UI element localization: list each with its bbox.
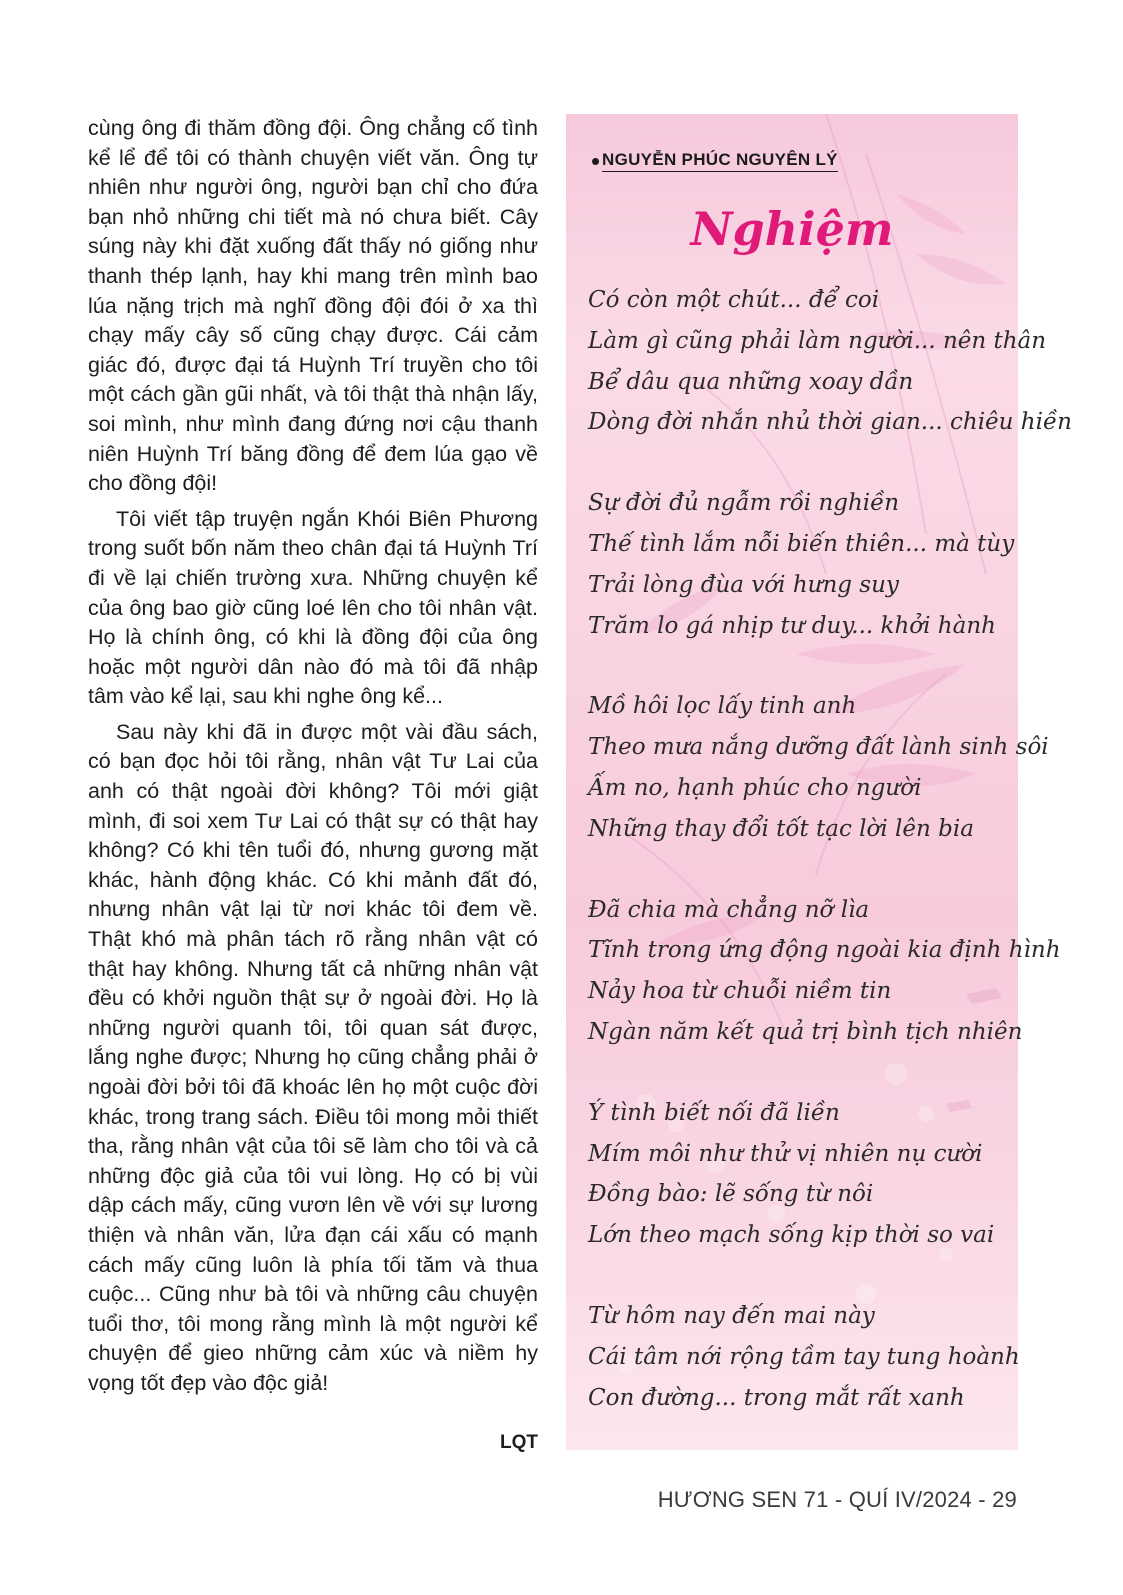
verse-line: Trăm lo gá nhịp tư duy... khởi hành	[588, 612, 996, 639]
verse-line: Cái tâm nới rộng tầm tay tung hoành	[588, 1343, 1020, 1370]
verse-line: Lớn theo mạch sống kịp thời so vai	[588, 1222, 995, 1249]
verse-line: Theo mưa nắng dưỡng đất lành sinh sôi	[588, 734, 1049, 761]
verse-line: Nảy hoa từ chuỗi niềm tin	[588, 978, 892, 1005]
stanza	[588, 890, 1061, 1053]
verse-line: Mồ hôi lọc lấy tinh anh	[588, 693, 857, 720]
verse-line: Từ hôm nay đến mai này	[588, 1302, 875, 1329]
paragraph: Tôi viết tập truyện ngắn Khói Biên Phương trong suốt bốn năm theo chân đại tá Huỳnh Trí đi về lại chiến trường xưa. Những chuyện kể của ông bao giờ cũng loé lên cho tôi nhân vật. Họ là chính ông, có khi là đồng đội của ông hoặc một người dân nào đó mà tôi đã nhập tâm vào kể lại, sau khi nghe ông kể...	[88, 506, 538, 709]
poem-panel	[566, 114, 1072, 1450]
verse-line: Thế tình lắm nỗi biến thiên... mà tùy	[588, 530, 1015, 557]
page-footer: HƯƠNG SEN 71 - QUÍ IV/2024 - 29	[657, 1487, 1017, 1512]
verse-line: Ý tình biết nối đã liền	[588, 1099, 840, 1126]
verse-line: Ấm no, hạnh phúc cho người	[588, 774, 922, 801]
poem-stanzas	[588, 280, 1072, 1458]
verse-line: Đã chia mà chẳng nỡ lìa	[588, 896, 870, 923]
verse-line: Bể dâu qua những xoay dần	[588, 368, 914, 395]
stanza	[588, 686, 1049, 849]
verse-line: Ngàn năm kết quả trị bình tịch nhiên	[588, 1018, 1023, 1045]
stanza	[588, 280, 1072, 443]
verse-line: Dòng đời nhắn nhủ thời gian... chiêu hiền	[588, 409, 1072, 436]
verse-line: Sự đời đủ ngẫm rồi nghiền	[588, 490, 900, 517]
verse-line: Trải lòng đùa với hưng suy	[588, 571, 899, 598]
poem-author	[592, 150, 838, 172]
verse-line: Làm gì cũng phải làm người... nên thân	[588, 327, 1047, 354]
poem-title: Nghiệm	[690, 202, 894, 256]
author-signature: LQT	[500, 1432, 538, 1453]
stanza	[588, 483, 1015, 646]
verse-line: Tĩnh trong ứng động ngoài kia định hình	[588, 937, 1061, 964]
bullet-icon	[592, 158, 599, 165]
verse-line: Đồng bào: lẽ sống từ nôi	[588, 1181, 874, 1208]
verse-line: Mím môi như thử vị nhiên nụ cười	[588, 1140, 983, 1167]
author-name: NGUYỄN PHÚC NGUYÊN LÝ	[602, 150, 838, 172]
stanza	[588, 1296, 1020, 1418]
paragraph: Sau này khi đã in được một vài đầu sách, có bạn đọc hỏi tôi rằng, nhân vật Tư Lai của anh có thật ngoài đời không? Tôi mới giật mình, đi soi xem Tư Lai có thật sự có thật hay không? Có khi tên tuổi đó, nhưng gương mặt khác, hành động khác. Có khi mảnh đất đó, nhưng nhân vật lại từ nơi khác tôi đem về. Thật khó mà phân tách rõ rằng nhân vật có thật hay không. Nhưng tất cả những nhân vật đều có khởi nguồn thật sự ở ngoài đời. Họ là những người quanh tôi, tôi quan sát được, lắng nghe được; Nhưng họ cũng chẳng phải ở ngoài đời bởi tôi đã khoác lên họ một cuộc đời khác, trong trang sách. Điều tôi mong mỏi thiết tha, rằng nhân vật của tôi sẽ làm cho tôi và cả những độc giả của tôi vui lòng. Họ có bị vùi dập cách mấy, cũng vươn lên về với sự lương thiện và nhân văn, lửa đạn cái xấu có mạnh cách mấy cũng luôn là phía tối tăm và thua cuộc... Cũng như bà tôi và những câu chuyện tuổi thơ, tôi mong rằng mình là một người kể chuyện để gieo những cảm xúc và niềm hy vọng tốt đẹp vào độc giả!	[88, 719, 538, 1395]
paragraph: cùng ông đi thăm đồng đội. Ông chẳng cố tình kể lể để tôi có thành chuyện viết văn. Ông tự nhiên như người ông, người bạn chỉ cho đứa bạn nhỏ những chi tiết mà nó chưa biết. Cây súng này khi đặt xuống đất thấy nó giống như thanh thép lạnh, hay khi mang trên mình bao lúa nặng trịch mà nghĩ đồng đội đói ở xa thì chạy mấy cây số cũng chạy được. Cái cảm giác đó, được đại tá Huỳnh Trí truyền cho tôi một cách gần gũi nhất, và tôi thật thà nhận lấy, soi mình, như mình đang đứng nơi cậu thanh niên Huỳnh Trí băng đồng để đem lúa gạo về cho đồng đội!	[88, 116, 538, 496]
article-body	[88, 114, 538, 1405]
verse-line: Con đường... trong mắt rất xanh	[588, 1384, 965, 1411]
verse-line: Có còn một chút... để coi	[588, 287, 880, 313]
verse-line: Những thay đổi tốt tạc lời lên bia	[588, 815, 974, 842]
stanza	[588, 1093, 1008, 1256]
